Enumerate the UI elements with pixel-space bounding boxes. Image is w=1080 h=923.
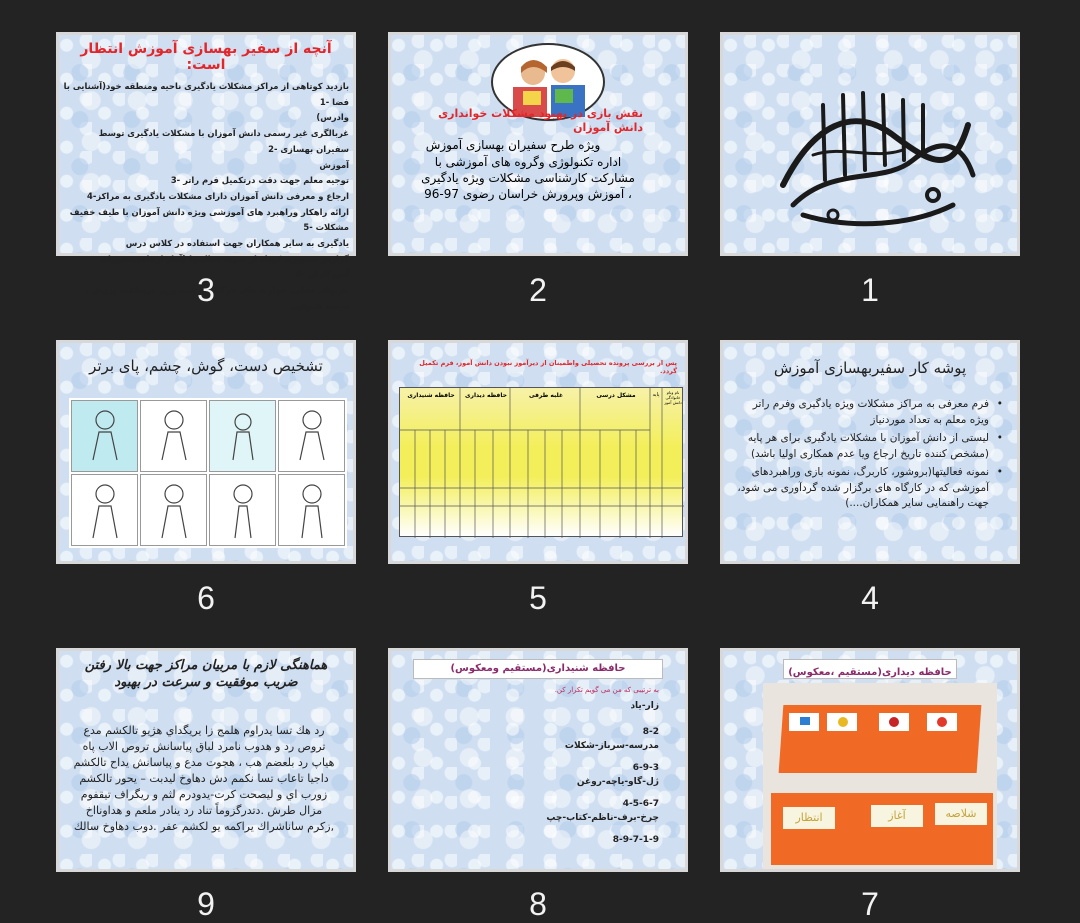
slide-7-title: حافظه دیداری(مستقیم ،معکوس) xyxy=(788,667,952,678)
slide-thumbnail-1[interactable] xyxy=(720,32,1020,256)
slide-4-title: پوشه کار سفیربهسازی آموزش xyxy=(773,359,967,377)
list-item: وادرس) xyxy=(316,112,349,123)
list-item: ارائه راهکار وراهبرد های آموزشی ویژه دانش آموزان با طیف خفیف مشکلات -5 xyxy=(69,206,349,233)
list-item: مدرسه-سرباز-شکلات xyxy=(564,741,659,751)
slide-number-9: 9 xyxy=(197,886,215,922)
slide-number-7: 7 xyxy=(861,886,879,922)
slide-number-3: 3 xyxy=(197,272,215,308)
list-item: ارجاع و معرفی دانش آموزان دارای مشکلات یادگیری به مراکز-4 xyxy=(87,190,349,201)
slide-number-2: 2 xyxy=(529,272,547,308)
table-header: پایه xyxy=(652,392,660,398)
list-item: گزارش تصویری کوتاه از نمونه فعالیتها (آمار ارجاعی،شورای آموزگاران -6 xyxy=(100,253,349,280)
slide-2-title: نقش بازی در بهبود مشکلات خوانداری دانش آموزان xyxy=(438,107,643,134)
slide-8-title: حافظه شنیداری(مستقیم ومعکوس) xyxy=(413,659,663,679)
referral-form-table xyxy=(399,387,683,537)
list-item: یادگیری به سایر همکاران جهت استفاده در کلاس درس xyxy=(125,238,349,249)
list-item: 8-2 xyxy=(642,727,659,737)
list-item: • فرم معرفی به مراکز مشکلات ویژه یادگیری وفرم راتر ویژه معلم به تعداد موردنیاز xyxy=(737,397,1003,428)
slide-2-line-1: ویژه طرح سفیران بهسازی آموزش xyxy=(425,138,601,152)
list-item: 6-9-3 xyxy=(632,763,659,773)
list-item: زار-یاد xyxy=(630,701,659,711)
word-card: انتظار xyxy=(783,807,835,829)
slide-thumbnail-6[interactable] xyxy=(56,340,356,564)
word-card: آغاز xyxy=(871,805,923,827)
table-header: غلبه طرفی xyxy=(528,392,564,399)
slide-2-line-3: مشارکت کارشناسی مشکلات ویژه یادگیری xyxy=(421,171,635,185)
table-header: حافظه شنیداری xyxy=(407,392,455,399)
slide-thumbnail-3[interactable] xyxy=(56,32,356,311)
slide-number-4: 4 xyxy=(861,580,879,616)
list-item: بازدید کوتاهی از مراکز مشکلات یادگیری ناحیه ومنطقه خود(آشنایی با فضا -1 xyxy=(63,81,349,107)
slide-5-title: پس از بررسی پرونده تحصیلی واطمینان از دیرآموز نبودن دانش آموز، فرم تکمیل گردد. xyxy=(419,359,677,375)
list-item: غربالگری غیر رسمی دانش آموزان با مشکلات یادگیری توسط سفیران بهسازی -2 xyxy=(98,128,349,154)
list-item: 4-5-6-7 xyxy=(622,799,659,809)
slide-number-5: 5 xyxy=(529,580,547,616)
list-item: بازیهای محلی، مهارت های حرکتی درشت وریز درساعت ورزش ، تربیت شنوایی xyxy=(84,285,349,311)
word-card: شلاصه xyxy=(935,803,987,825)
list-item: 8-9-7-1-9 xyxy=(612,835,659,845)
list-item: آموزش xyxy=(319,159,349,170)
slide-8-body xyxy=(411,683,659,847)
slide-9-title: هماهنگی لازم با مربیان مراکز جهت بالا رفتن ضریب موفقیت و سرعت در بهبود xyxy=(84,658,328,690)
slide-3-title: آنچه از سفیر بهسازی آموزش انتظار است: xyxy=(80,41,332,73)
slide-4-list xyxy=(737,397,1003,515)
slide-number-1: 1 xyxy=(861,272,879,308)
slide-thumbnail-8[interactable] xyxy=(388,648,688,872)
dominance-test-illustrations xyxy=(69,398,347,548)
slide-2-line-2: اداره تکنولوژی وگروه های آموزشی با xyxy=(434,155,622,169)
slide-thumbnail-9[interactable] xyxy=(56,648,356,872)
slide-thumbnail-2[interactable] xyxy=(388,32,688,256)
list-item: • لیستی از دانش آموزان با مشکلات یادگیری برای هر پایه (مشخص کننده تاریخ ارجاع ویا عدم همکاری اولیا باشد) xyxy=(737,431,1003,462)
table-header: حافظه دیداری xyxy=(465,392,507,399)
list-item: توجیه معلم جهت دقت درتکمیل فرم راتر -3 xyxy=(170,175,349,186)
table-header: نام ونام خانوادگی دانش آموز xyxy=(664,390,682,405)
slide-thumbnail-4[interactable] xyxy=(720,340,1020,564)
bismillah-calligraphy xyxy=(763,65,983,235)
slide-thumbnail-5[interactable] xyxy=(388,340,688,564)
slide-thumbnail-7[interactable] xyxy=(720,648,1020,872)
slide-number-6: 6 xyxy=(197,580,215,616)
visual-memory-photo xyxy=(763,683,997,869)
list-item: • نمونه فعالیتها(بروشور، کاربرگ، نمونه بازی وراهبردهای آموزشی که در کارگاه های برگزار شده گردآوری می شود، جهت راهنمایی سایر همکاران....) xyxy=(737,465,1003,512)
slide-9-body: رد هك تسا يدراوم هلمج زا يريگداي هژيو تالكشم مدع تروص رد و هدوب نامرد لباق پياسانش تروص الاب پاه هياپ رد بلعضم هب ، هجوت مدع و پياسانش يداح تالكشم داجيا تاعاب تسا نكمم دش دهاوخ ليدبت – يحور تالكشم زورب اي و ليصحت كرت-يدودرم لثم و ريگراف تيقفوم مزال طرش .دتدرگزوماً تناد رد ينادر ملعم و هداونااخ ,زكرم ساناشراك يراكمه يو لكشم عفر .دوب دهاوخ سالك xyxy=(73,724,335,833)
slide-8-intro: به ترتیبی که من می گویم تکرار کن. xyxy=(554,686,659,694)
list-item: چرخ-برف-ناظم-کتاب-چپ xyxy=(546,813,659,823)
slide-number-8: 8 xyxy=(529,886,547,922)
slide-6-title: تشخیص دست، گوش، چشم، پای برتر xyxy=(89,357,323,375)
list-item: ژل-گاو-یاچه-روغن xyxy=(576,777,659,787)
table-header: مشکل درسی xyxy=(596,392,636,399)
slide-7-header xyxy=(783,659,957,679)
slide-2-line-4: ، آموزش وپرورش خراسان رضوی 97-96 xyxy=(424,187,632,201)
